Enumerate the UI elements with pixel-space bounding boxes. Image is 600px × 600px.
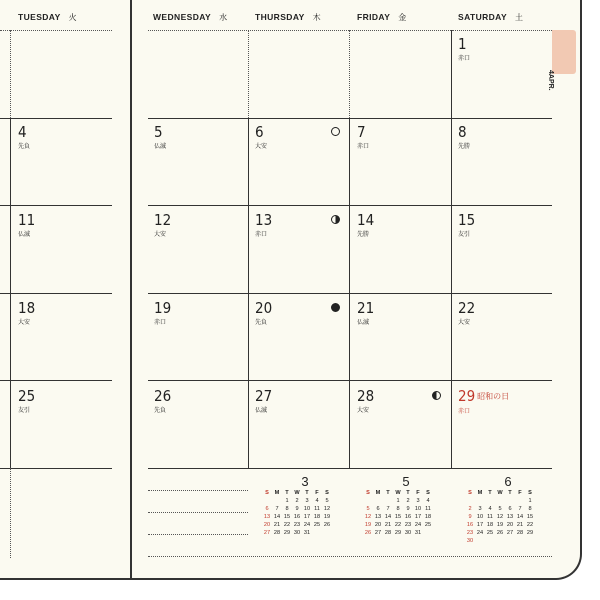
mini-day xyxy=(475,537,485,545)
mini-week-row xyxy=(363,529,443,537)
mini-weekday-row xyxy=(363,489,443,497)
column-divider xyxy=(349,30,350,118)
day-cell-21[interactable]: 21 仏滅 xyxy=(357,299,375,326)
mini-weekday: M xyxy=(375,490,381,496)
mini-day xyxy=(363,497,373,505)
mini-day xyxy=(262,497,272,505)
mini-day: 7 xyxy=(518,506,522,512)
row-divider xyxy=(148,293,552,294)
mini-day: 30 xyxy=(404,530,412,536)
mini-day: 20 xyxy=(506,522,514,528)
mini-day: 21 xyxy=(516,522,524,528)
day-cell-4[interactable]: 4 先負 xyxy=(18,123,31,150)
note-line xyxy=(148,534,248,535)
mini-day: 4 xyxy=(488,506,492,512)
mini-day xyxy=(515,497,525,505)
header-divider xyxy=(148,30,451,31)
mini-day: 7 xyxy=(386,506,390,512)
mini-week-row xyxy=(262,521,342,529)
mini-day: 12 xyxy=(496,514,504,520)
mini-day xyxy=(505,537,515,545)
day-cell-18[interactable]: 18 大安 xyxy=(18,299,36,326)
mini-day xyxy=(373,497,383,505)
last-quarter-moon-icon xyxy=(432,391,441,400)
mini-day: 4 xyxy=(426,498,430,504)
mini-weekday: W xyxy=(497,490,503,496)
note-line xyxy=(148,490,248,491)
mini-day xyxy=(525,537,535,545)
mini-day: 23 xyxy=(404,522,412,528)
column-divider xyxy=(10,118,11,468)
header-wednesday: WEDNESDAY 水 xyxy=(153,12,228,22)
mini-day: 5 xyxy=(325,498,329,504)
day-cell-6[interactable]: 6 大安 xyxy=(255,123,268,150)
mini-day: 22 xyxy=(283,522,291,528)
mini-weekday: S xyxy=(366,490,370,496)
mini-day: 16 xyxy=(404,514,412,520)
mini-day: 16 xyxy=(293,514,301,520)
column-divider xyxy=(10,30,11,118)
day-cell-15[interactable]: 15 友引 xyxy=(458,211,476,238)
mini-day: 8 xyxy=(396,506,400,512)
mini-day: 8 xyxy=(285,506,289,512)
note-line xyxy=(148,556,552,557)
mini-day: 8 xyxy=(528,506,532,512)
mini-day: 12 xyxy=(364,514,372,520)
mini-day: 5 xyxy=(498,506,502,512)
first-quarter-moon-icon xyxy=(331,215,340,224)
mini-day: 30 xyxy=(293,530,301,536)
mini-day: 29 xyxy=(283,530,291,536)
page-gutter xyxy=(130,0,132,578)
mini-day: 9 xyxy=(468,514,472,520)
mini-day: 12 xyxy=(323,506,331,512)
mini-day: 15 xyxy=(394,514,402,520)
mini-weekday: S xyxy=(265,490,269,496)
mini-day: 10 xyxy=(414,506,422,512)
mini-weekday: T xyxy=(406,490,410,496)
mini-day: 4 xyxy=(315,498,319,504)
mini-weekday: F xyxy=(416,490,420,496)
row-divider xyxy=(0,380,112,381)
mini-day: 27 xyxy=(506,530,514,536)
mini-day: 22 xyxy=(526,522,534,528)
row-divider xyxy=(0,468,112,469)
mini-day: 15 xyxy=(526,514,534,520)
mini-day: 16 xyxy=(466,522,474,528)
mini-weekday: M xyxy=(477,490,483,496)
mini-day: 3 xyxy=(478,506,482,512)
mini-day: 2 xyxy=(468,506,472,512)
row-divider xyxy=(0,118,112,119)
mini-day: 1 xyxy=(285,498,289,504)
mini-day: 29 xyxy=(526,530,534,536)
column-divider xyxy=(451,30,452,118)
mini-day xyxy=(272,497,282,505)
mini-day: 24 xyxy=(414,522,422,528)
mini-day xyxy=(495,497,505,505)
mini-week-row xyxy=(465,529,545,537)
day-cell-19[interactable]: 19 赤口 xyxy=(154,299,172,326)
mini-weekday: T xyxy=(386,490,390,496)
mini-day: 24 xyxy=(476,530,484,536)
mini-day: 28 xyxy=(273,530,281,536)
mini-week-row xyxy=(465,521,545,529)
mini-weekday: T xyxy=(305,490,309,496)
mini-day xyxy=(505,497,515,505)
column-divider xyxy=(10,468,11,558)
mini-day: 19 xyxy=(364,522,372,528)
mini-day: 10 xyxy=(303,506,311,512)
mini-day xyxy=(475,497,485,505)
mini-weekday: T xyxy=(285,490,289,496)
holiday-name: 昭和の日 xyxy=(477,392,510,401)
mini-day: 20 xyxy=(374,522,382,528)
mini-day: 9 xyxy=(295,506,299,512)
mini-week-row xyxy=(363,513,443,521)
mini-calendar-march xyxy=(262,474,342,537)
mini-day: 2 xyxy=(406,498,410,504)
day-cell-22[interactable]: 22 大安 xyxy=(458,299,476,326)
day-cell-26[interactable]: 26 先負 xyxy=(154,387,172,414)
mini-day: 13 xyxy=(263,514,271,520)
mini-day xyxy=(485,537,495,545)
mini-weekday-row xyxy=(262,489,342,497)
day-cell-5[interactable]: 5 仏滅 xyxy=(154,123,167,150)
mini-week-row xyxy=(262,513,342,521)
mini-day: 14 xyxy=(273,514,281,520)
column-divider xyxy=(451,118,452,468)
new-moon-icon xyxy=(331,303,340,312)
mini-day: 25 xyxy=(313,522,321,528)
header-thursday: THURSDAY 木 xyxy=(255,12,322,22)
mini-weekday: F xyxy=(518,490,522,496)
mini-day: 30 xyxy=(466,538,474,544)
mini-day: 19 xyxy=(496,522,504,528)
column-divider xyxy=(349,118,350,468)
day-cell-14[interactable]: 14 先勝 xyxy=(357,211,375,238)
mini-day: 22 xyxy=(394,522,402,528)
mini-month-number: 5 xyxy=(402,474,410,489)
mini-day: 18 xyxy=(424,514,432,520)
header-tuesday: TUESDAY 火 xyxy=(18,12,78,22)
mini-day: 19 xyxy=(323,514,331,520)
mini-day: 31 xyxy=(414,530,422,536)
mini-week-row xyxy=(363,521,443,529)
mini-weekday: W xyxy=(395,490,401,496)
mini-day: 26 xyxy=(364,530,372,536)
mini-day: 6 xyxy=(265,506,269,512)
mini-month-number: 6 xyxy=(504,474,512,489)
day-cell-13[interactable]: 13 赤口 xyxy=(255,211,273,238)
day-cell-8[interactable]: 8 先勝 xyxy=(458,123,471,150)
mini-day: 26 xyxy=(496,530,504,536)
mini-day: 1 xyxy=(528,498,532,504)
mini-weekday: W xyxy=(294,490,300,496)
mini-day: 13 xyxy=(506,514,514,520)
mini-day xyxy=(322,529,332,537)
mini-day: 21 xyxy=(273,522,281,528)
mini-day: 18 xyxy=(486,522,494,528)
header-divider xyxy=(0,30,112,31)
mini-day: 17 xyxy=(414,514,422,520)
row-divider xyxy=(148,118,552,119)
mini-day: 31 xyxy=(303,530,311,536)
header-friday: FRIDAY 金 xyxy=(357,12,407,22)
header-divider xyxy=(452,30,552,31)
mini-day: 27 xyxy=(374,530,382,536)
mini-day: 3 xyxy=(305,498,309,504)
day-cell-25[interactable]: 25 友引 xyxy=(18,387,36,414)
mini-day: 25 xyxy=(486,530,494,536)
row-divider xyxy=(0,205,112,206)
mini-calendar-may xyxy=(363,474,443,537)
mini-weekday: S xyxy=(426,490,430,496)
mini-day: 26 xyxy=(323,522,331,528)
mini-day: 17 xyxy=(476,522,484,528)
mini-day: 5 xyxy=(366,506,370,512)
column-divider xyxy=(248,30,249,118)
mini-day: 6 xyxy=(376,506,380,512)
mini-day: 17 xyxy=(303,514,311,520)
mini-calendar-june xyxy=(465,474,545,545)
mini-day: 3 xyxy=(416,498,420,504)
mini-day: 20 xyxy=(263,522,271,528)
mini-day xyxy=(423,529,433,537)
mini-day xyxy=(465,497,475,505)
day-cell-11[interactable]: 11 仏滅 xyxy=(18,211,36,238)
mini-day: 11 xyxy=(314,506,320,512)
mini-weekday-row xyxy=(465,489,545,497)
mini-day: 13 xyxy=(374,514,382,520)
day-cell-1[interactable]: 1 赤口 xyxy=(458,35,471,62)
mini-day: 15 xyxy=(283,514,291,520)
mini-day: 14 xyxy=(384,514,392,520)
mini-weekday: S xyxy=(468,490,472,496)
day-cell-12[interactable]: 12 大安 xyxy=(154,211,172,238)
mini-day xyxy=(485,497,495,505)
mini-day: 2 xyxy=(295,498,299,504)
mini-day: 18 xyxy=(313,514,321,520)
mini-day: 14 xyxy=(516,514,524,520)
mini-day: 28 xyxy=(384,530,392,536)
day-cell-20[interactable]: 20 先負 xyxy=(255,299,273,326)
row-divider xyxy=(148,380,552,381)
mini-day: 24 xyxy=(303,522,311,528)
mini-day: 28 xyxy=(516,530,524,536)
mini-weekday: S xyxy=(325,490,329,496)
mini-day: 23 xyxy=(293,522,301,528)
mini-week-row xyxy=(262,529,342,537)
mini-week-row xyxy=(465,537,545,545)
mini-day: 1 xyxy=(396,498,400,504)
mini-week-row xyxy=(465,497,545,505)
mini-day xyxy=(495,537,505,545)
mini-week-row xyxy=(262,497,342,505)
header-saturday: SATURDAY 土 xyxy=(458,12,524,22)
mini-day xyxy=(515,537,525,545)
mini-day: 23 xyxy=(466,530,474,536)
day-number: 29 xyxy=(458,387,476,405)
month-tab[interactable]: 4APR. xyxy=(552,30,576,74)
mini-day: 7 xyxy=(275,506,279,512)
mini-week-row xyxy=(465,513,545,521)
mini-weekday: S xyxy=(528,490,532,496)
mini-day: 11 xyxy=(425,506,431,512)
day-cell-29[interactable]: 29 昭和の日 赤口 xyxy=(458,387,510,415)
column-divider xyxy=(248,118,249,468)
mini-week-row xyxy=(363,505,443,513)
note-line xyxy=(148,512,248,513)
mini-day: 29 xyxy=(394,530,402,536)
row-divider xyxy=(148,468,552,469)
mini-day: 27 xyxy=(263,530,271,536)
mini-weekday: T xyxy=(488,490,492,496)
mini-day: 21 xyxy=(384,522,392,528)
mini-day: 25 xyxy=(424,522,432,528)
mini-weekday: M xyxy=(274,490,280,496)
day-cell-7[interactable]: 7 赤口 xyxy=(357,123,370,150)
day-cell-28[interactable]: 28 大安 xyxy=(357,387,375,414)
row-divider xyxy=(148,205,552,206)
mini-day xyxy=(383,497,393,505)
mini-day: 9 xyxy=(406,506,410,512)
mini-weekday: F xyxy=(315,490,319,496)
mini-day: 6 xyxy=(508,506,512,512)
mini-day xyxy=(312,529,322,537)
mini-month-number: 3 xyxy=(301,474,309,489)
mini-week-row xyxy=(465,505,545,513)
mini-weekday: T xyxy=(508,490,512,496)
day-cell-27[interactable]: 27 仏滅 xyxy=(255,387,273,414)
mini-day: 11 xyxy=(487,514,493,520)
row-divider xyxy=(0,293,112,294)
mini-week-row xyxy=(363,497,443,505)
mini-week-row xyxy=(262,505,342,513)
mini-day: 10 xyxy=(476,514,484,520)
full-moon-icon xyxy=(331,127,340,136)
